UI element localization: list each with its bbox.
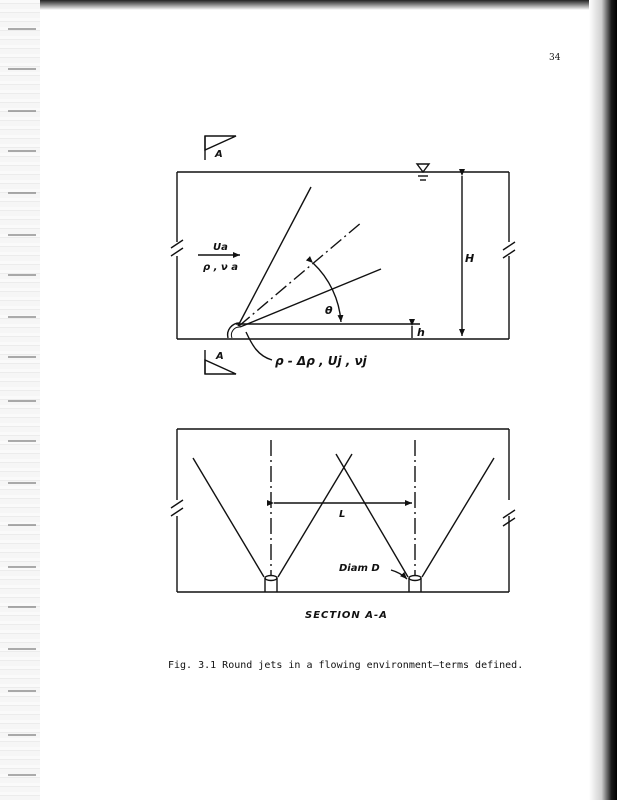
height-label: h <box>417 326 425 339</box>
break-mark-left <box>171 240 183 256</box>
section-marker-bottom-label: A <box>216 351 224 362</box>
section-marker-bottom <box>205 350 236 374</box>
break-mark-right <box>503 242 515 258</box>
jet-properties-leader <box>246 332 272 360</box>
page-number: 34 <box>549 53 561 63</box>
depth-label: H <box>465 252 475 265</box>
jet-2-boundary-right <box>422 458 494 577</box>
section-marker-top-label: A <box>215 149 223 160</box>
jet-2-boundary-left <box>336 454 408 577</box>
jet-centerline <box>239 222 362 326</box>
section-marker-top <box>205 136 236 160</box>
section-view <box>171 429 515 621</box>
plan-view <box>171 136 515 374</box>
section-break-left <box>171 500 183 516</box>
jet-boundary-upper <box>238 187 311 326</box>
ambient-properties-label: ρ , ν a <box>203 262 238 273</box>
nozzle-1 <box>265 576 277 593</box>
jet-1-boundary-left <box>193 458 264 577</box>
figure-caption: Fig. 3.1 Round jets in a flowing environment—terms defined. <box>168 660 524 671</box>
jet-properties-label: ρ - Δρ , Uj , νj <box>275 354 367 368</box>
nozzle-2 <box>409 576 421 593</box>
jet-boundary-lower <box>240 269 381 327</box>
section-title: SECTION A-A <box>305 610 388 621</box>
ambient-velocity-label: Ua <box>213 242 228 253</box>
angle-label: θ <box>325 304 333 317</box>
diameter-label: Diam D <box>339 563 380 574</box>
spacing-label: L <box>339 509 346 520</box>
